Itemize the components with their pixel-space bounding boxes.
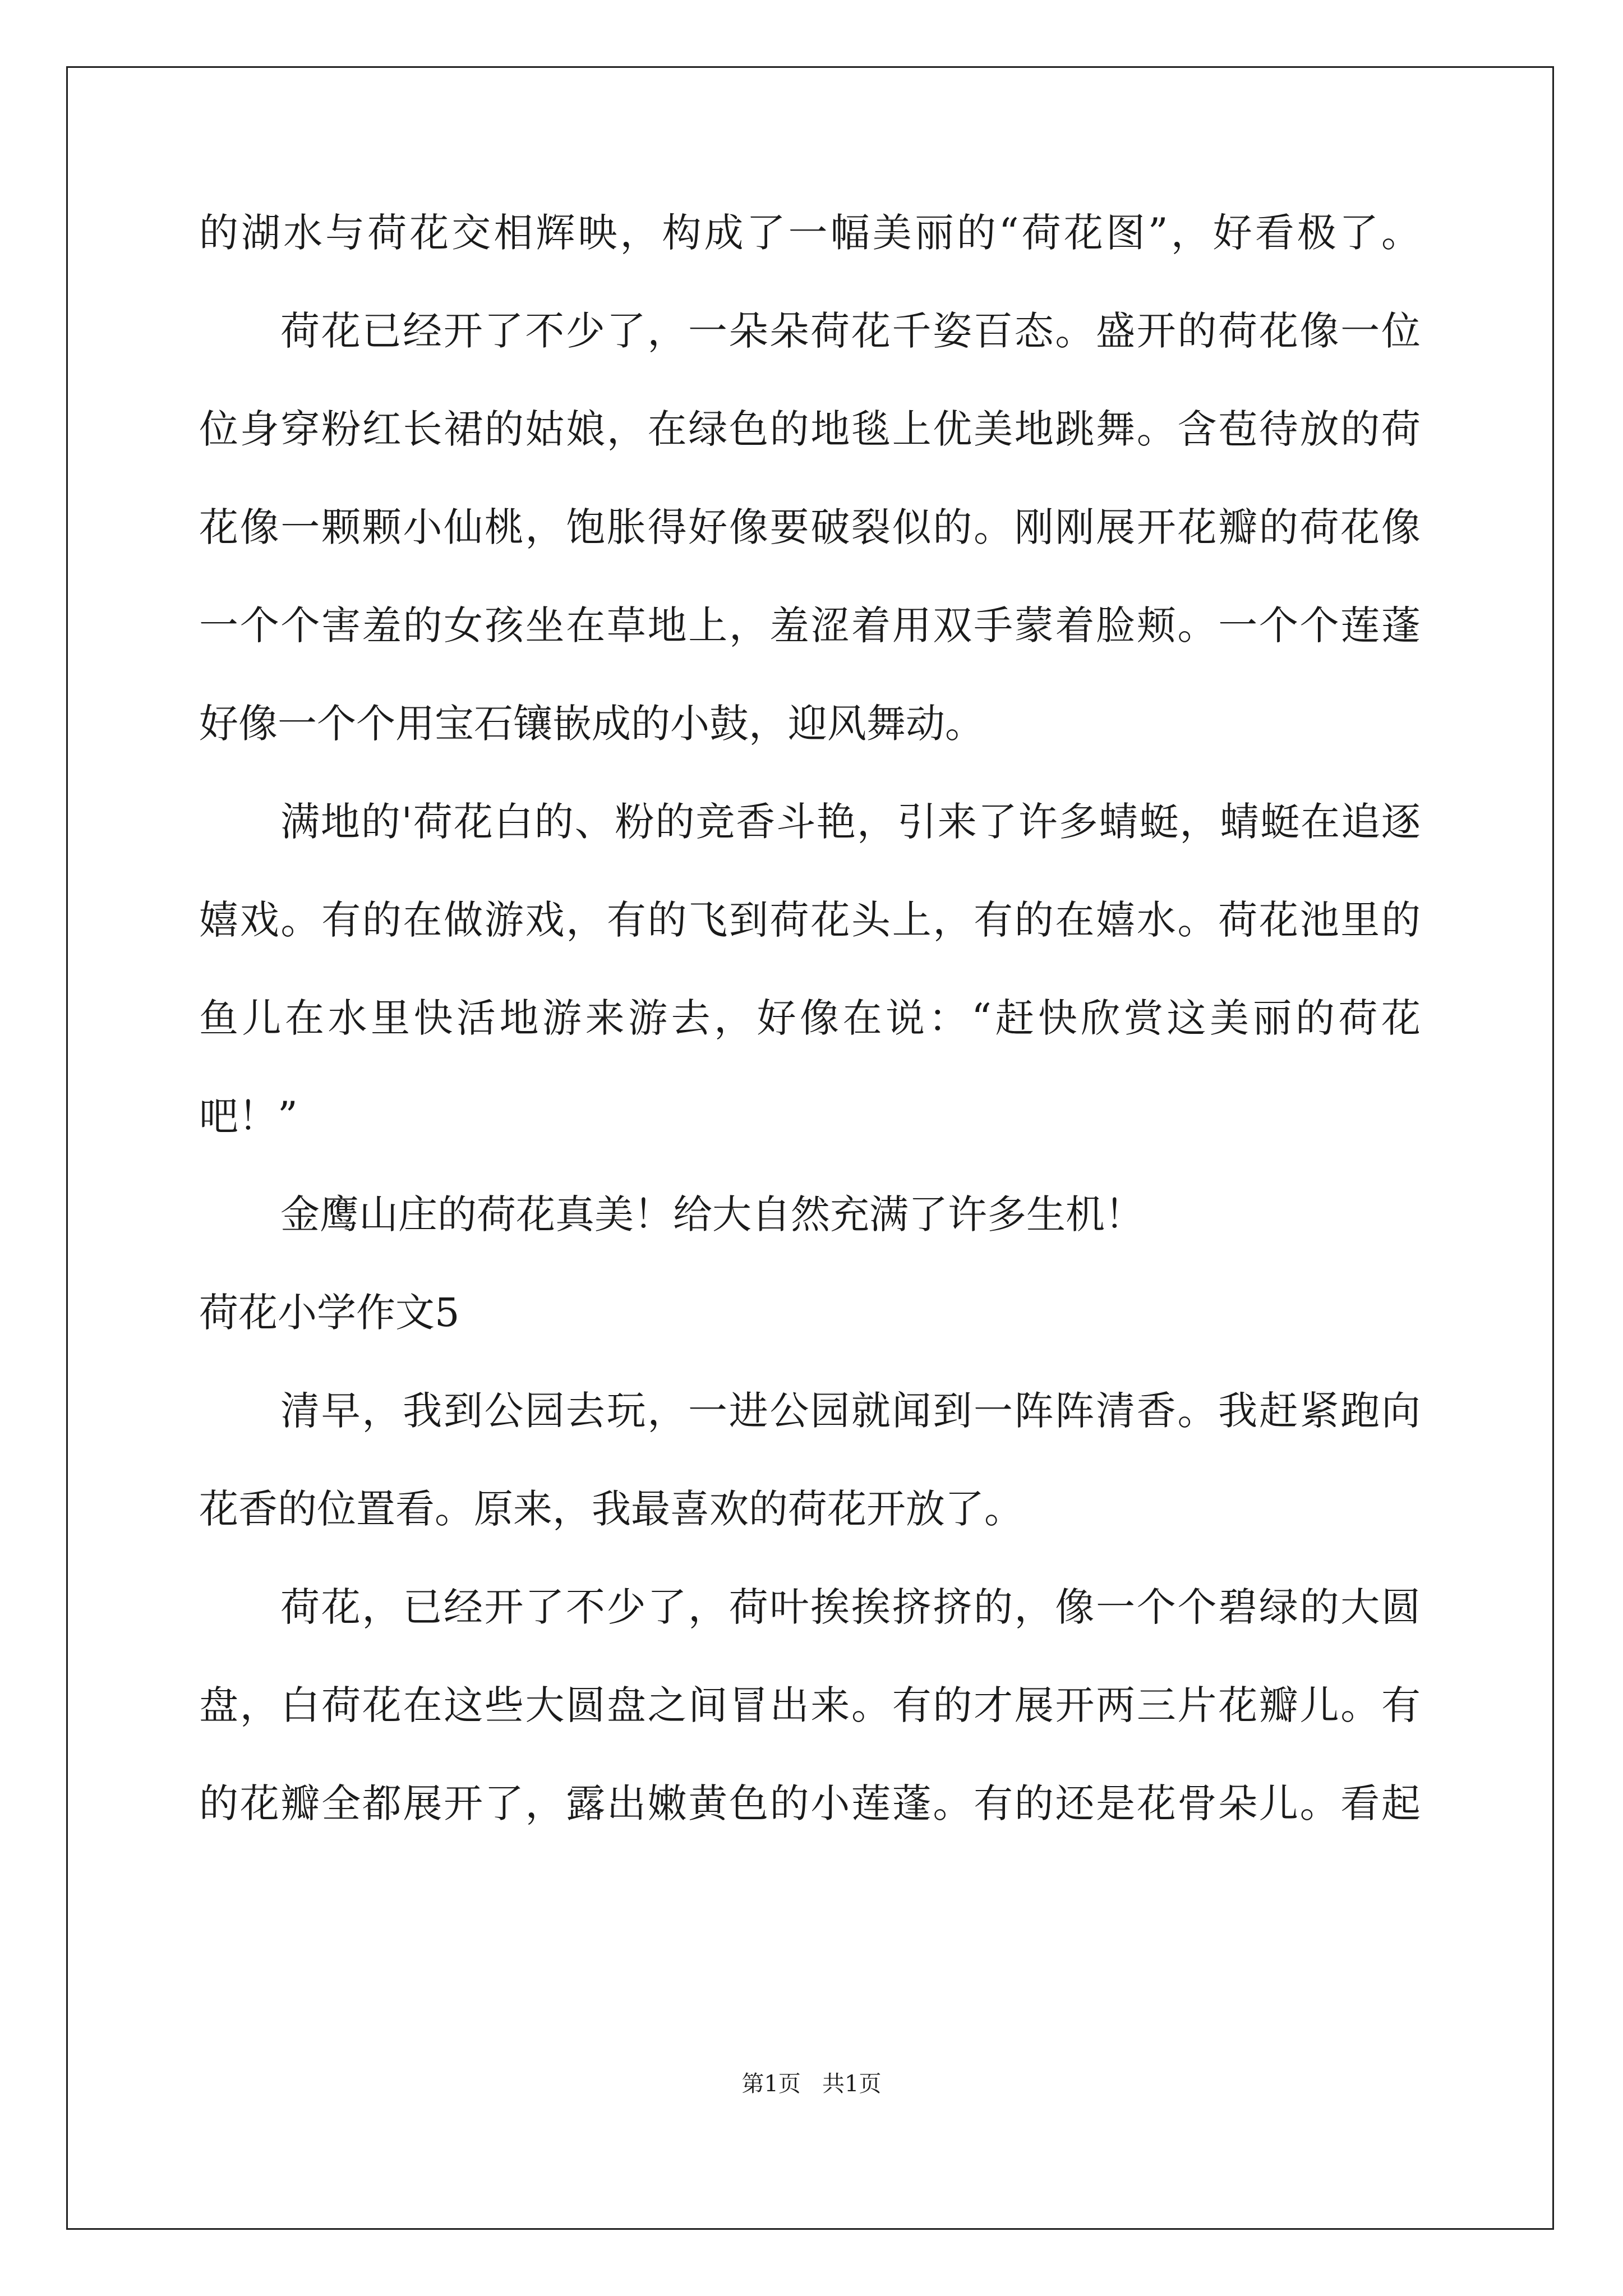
page-border (66, 66, 1554, 2230)
paragraph-line: 吧！” (199, 1093, 298, 1139)
paragraph-line: 花像一颗颗小仙桃，饱胀得好像要破裂似的。刚刚展开花瓣的荷花像 (199, 504, 1421, 550)
paragraph-line: 的花瓣全都展开了，露出嫩黄色的小莲蓬。有的还是花骨朵儿。看起 (199, 1780, 1421, 1826)
paragraph-line: 清早，我到公园去玩，一进公园就闻到一阵阵清香。我赶紧跑向 (280, 1388, 1421, 1434)
paragraph-line: 盘，白荷花在这些大圆盘之间冒出来。有的才展开两三片花瓣儿。有 (199, 1682, 1421, 1728)
paragraph-line: 的湖水与荷花交相辉映，构成了一幅美丽的“荷花图”，好看极了。 (199, 210, 1421, 256)
paragraph-line: 位身穿粉红长裙的姑娘，在绿色的地毯上优美地跳舞。含苞待放的荷 (199, 406, 1421, 452)
paragraph-line: 一个个害羞的女孩坐在草地上，羞涩着用双手蒙着脸颊。一个个莲蓬 (199, 602, 1421, 648)
paragraph-line: 金鹰山庄的荷花真美！给大自然充满了许多生机！ (280, 1191, 1144, 1237)
section-heading: 荷花小学作文5 (199, 1290, 460, 1336)
paragraph-line: 荷花，已经开了不少了，荷叶挨挨挤挤的，像一个个碧绿的大圆 (280, 1584, 1421, 1630)
paragraph-line: 花香的位置看。原来，我最喜欢的荷花开放了。 (199, 1486, 1023, 1532)
page-footer: 第1页 共1页 (741, 2071, 882, 2097)
paragraph-line: 好像一个个用宝石镶嵌成的小鼓，迎风舞动。 (199, 701, 984, 747)
paragraph-line: 满地的'荷花白的、粉的竞香斗艳，引来了许多蜻蜓，蜻蜓在追逐 (280, 799, 1421, 845)
paragraph-line: 鱼儿在水里快活地游来游去，好像在说：“赶快欣赏这美丽的荷花 (199, 995, 1421, 1041)
paragraph-line: 荷花已经开了不少了，一朵朵荷花千姿百态。盛开的荷花像一位 (280, 308, 1421, 354)
paragraph-line: 嬉戏。有的在做游戏，有的飞到荷花头上，有的在嬉水。荷花池里的 (199, 897, 1421, 943)
